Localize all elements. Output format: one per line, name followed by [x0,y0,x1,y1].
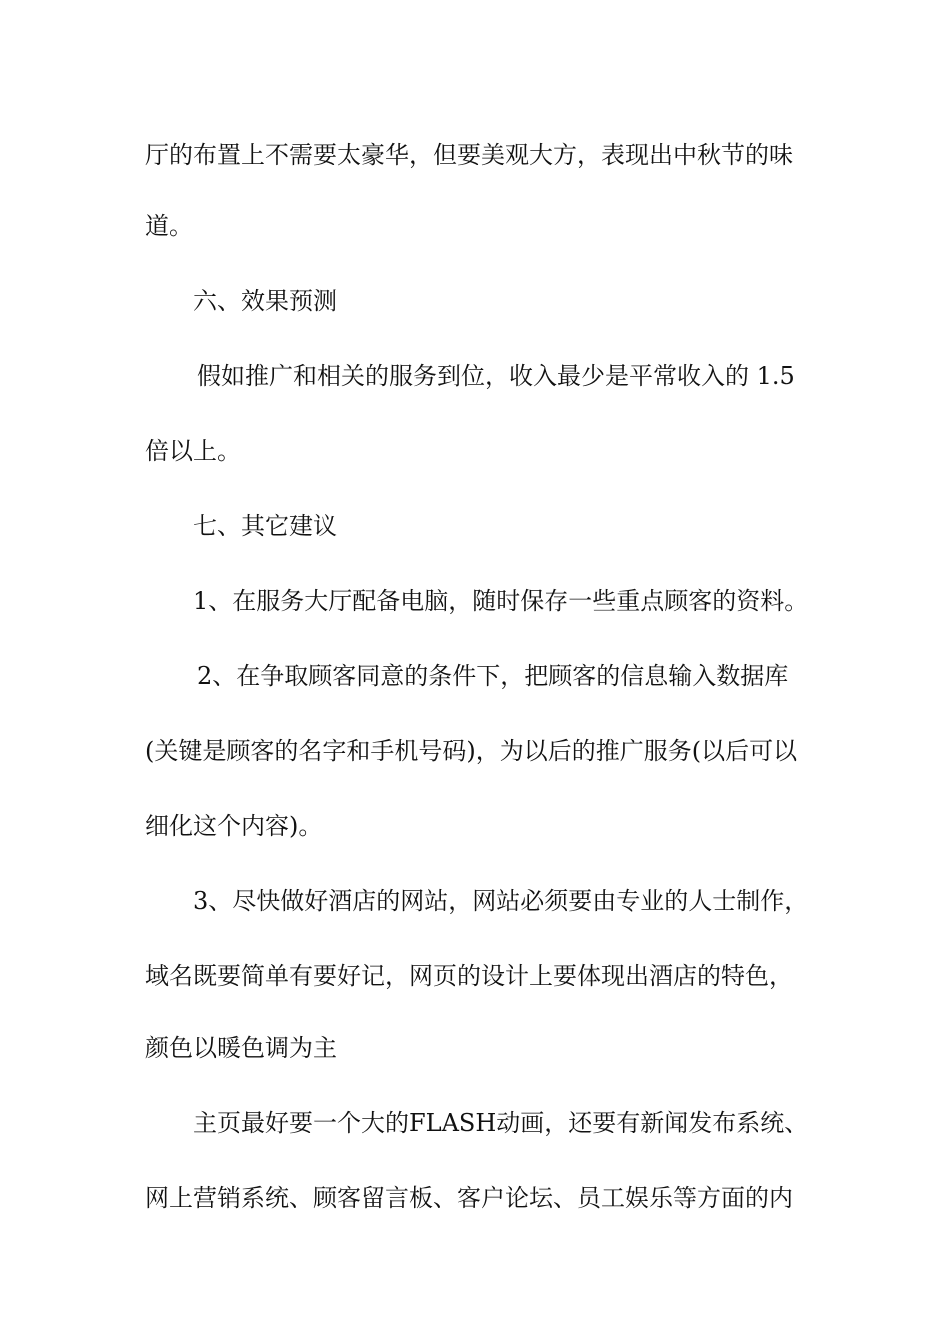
paragraph-line: 倍以上。 [145,437,241,465]
paragraph-line: 网上营销系统、顾客留言板、客户论坛、员工娱乐等方面的内 [145,1184,793,1212]
paragraph-line: 厅的布置上不需要太豪华，但要美观大方，表现出中秋节的味 [145,141,793,169]
paragraph-line: 域名既要简单有要好记，网页的设计上要体现出酒店的特色， [145,962,793,990]
paragraph-line: 颜色以暖色调为主 [145,1034,337,1062]
paragraph-line: 细化这个内容)。 [145,812,323,840]
paragraph-line: 道。 [145,212,193,240]
paragraph-line: 主页最好要一个大的FLASH动画，还要有新闻发布系统、 [193,1109,809,1137]
section-heading: 七、其它建议 [193,512,337,540]
paragraph-line: (关键是顾客的名字和手机号码)，为以后的推广服务(以后可以 [145,737,798,765]
list-item: 1、在服务大厅配备电脑，随时保存一些重点顾客的资料。 [193,587,809,615]
list-item: 2、在争取顾客同意的条件下，把顾客的信息输入数据库 [197,662,789,690]
paragraph-line: 假如推广和相关的服务到位，收入最少是平常收入的 1.5 [197,362,795,390]
list-item: 3、尽快做好酒店的网站，网站必须要由专业的人士制作， [193,887,809,915]
section-heading: 六、效果预测 [193,287,337,315]
